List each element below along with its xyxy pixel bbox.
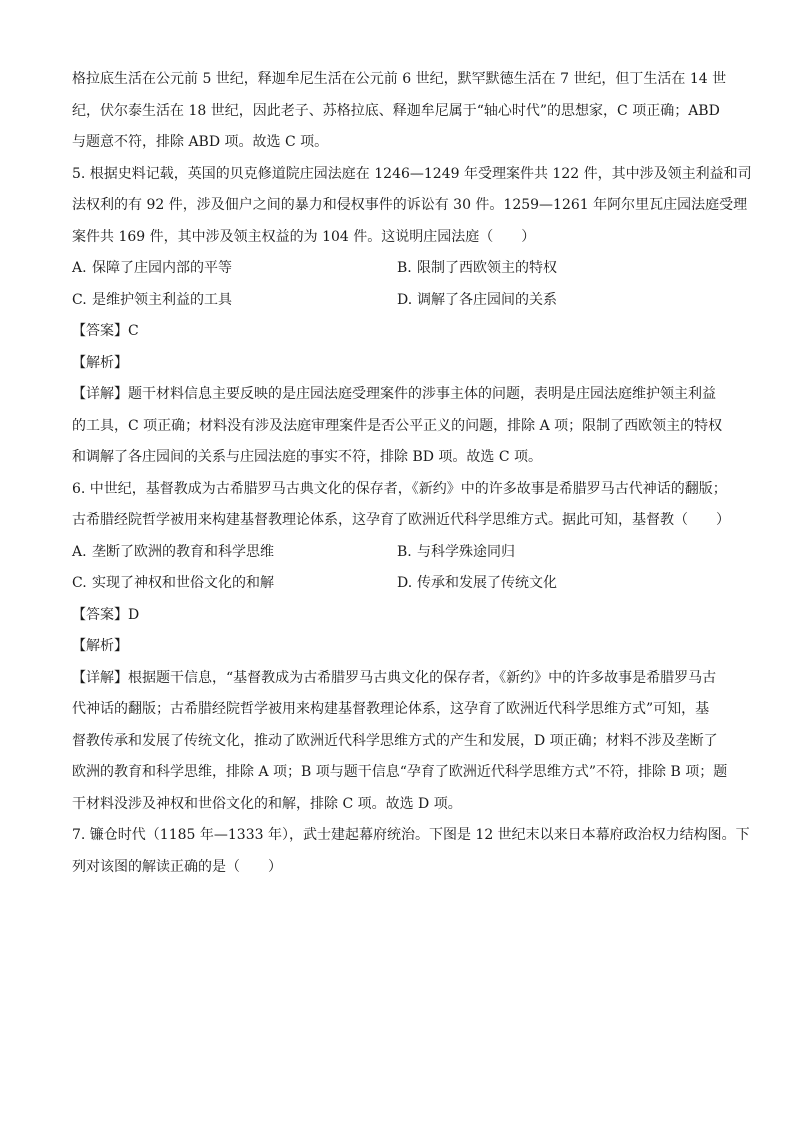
text-line: 与题意不符，排除 ABD 项。故选 C 项。 [72, 134, 329, 150]
options-row [72, 285, 724, 317]
option-text: 与科学殊途同归 [417, 543, 515, 560]
detail-line: 的工具，C 项正确；材料没有涉及法庭审理案件是否公平正义的问题，排除 A 项；限制了西欧领主的特权 [72, 417, 723, 434]
question-stem-line: 古希腊经院哲学被用来构建基督教理论体系，这孕育了欧洲近代科学思维方式。据此可知，基督教（ ） [72, 512, 730, 528]
option-letter: C. [72, 291, 87, 308]
option-d [397, 285, 722, 317]
answer-value: C [128, 323, 139, 339]
option-letter: D. [397, 575, 413, 591]
detail-line: 督教传承和发展了传统文化，推动了欧洲近代科学思维方式的产生和发展，D 项正确；材料不涉及垄断了 [72, 732, 718, 749]
option-letter: D. [397, 291, 413, 308]
detail-line: 和调解了各庄园间的关系与庄园法庭的事实不符，排除 BD 项。故选 C 项。 [72, 449, 543, 465]
question-7 [72, 820, 750, 883]
question-stem-line: 6. 中世纪，基督教成为古希腊罗马古典文化的保存者，《新约》中的许多故事是希腊罗马古代神话的翻版； [72, 480, 727, 497]
detail-line: 干材料没涉及神权和世俗文化的和解，排除 C 项。故选 D 项。 [72, 795, 462, 812]
option-text: 垄断了欧洲的教育和科学思维 [92, 543, 274, 560]
question-6 [72, 474, 730, 821]
option-letter: B. [397, 543, 412, 560]
question-stem-line: 列对该图的解读正确的是（ ） [72, 858, 282, 875]
options-row [72, 568, 724, 600]
detail-line: 【详解】根据题干信息，“基督教成为古希腊罗马古典文化的保存者，《新约》中的许多故事是希腊罗马古 [72, 669, 717, 686]
option-b [397, 537, 722, 569]
option-a [72, 537, 397, 569]
option-text: 是维护领主利益的工具 [92, 291, 232, 308]
answer-label: 【答案】 [72, 323, 128, 339]
question-stem-line: 7. 镰仓时代（1185 年—1333 年），武士建起幕府统治。下图是 12 世纪末以来日本幕府政治权力结构图。下 [72, 827, 750, 843]
option-text: 保障了庄园内部的平等 [92, 260, 232, 276]
document-page [72, 64, 752, 883]
text-line: 纪，伏尔泰生活在 18 世纪，因此老子、苏格拉底、释迦牟尼属于“轴心时代”的思想家，C 项正确；ABD [72, 102, 720, 119]
detail-line: 代神话的翻版；古希腊经院哲学被用来构建基督教理论体系，这孕育了欧洲近代科学思维方式”可知，基 [72, 701, 710, 717]
options-row [72, 253, 724, 285]
answer-line [72, 600, 724, 632]
answer-line [72, 316, 724, 348]
option-text: 实现了神权和世俗文化的和解 [92, 575, 274, 591]
option-c [72, 285, 397, 317]
question-stem-line: 法权利的有 92 件，涉及佃户之间的暴力和侵权事件的诉讼有 30 件。1259—1261 年阿尔里瓦庄园法庭受理 [72, 197, 748, 213]
answer-label: 【答案】 [72, 606, 128, 623]
option-text: 调解了各庄园间的关系 [417, 291, 557, 308]
answer-value: D [128, 606, 140, 623]
option-text: 限制了西欧领主的特权 [417, 260, 557, 276]
analysis-label: 【解析】 [72, 638, 128, 654]
analysis-label: 【解析】 [72, 354, 128, 371]
option-a [72, 253, 397, 285]
detail-line: 【详解】题干材料信息主要反映的是庄园法庭受理案件的涉事主体的问题，表明是庄园法庭维护领主利益 [72, 386, 716, 402]
option-c [72, 568, 397, 600]
question-stem-line: 案件共 169 件，其中涉及领主权益的为 104 件。这说明庄园法庭（ ） [72, 228, 536, 245]
option-letter: A. [72, 260, 87, 276]
question-stem-line: 5. 根据史料记载，英国的贝克修道院庄园法庭在 1246—1249 年受理案件共 122 件，其中涉及领主利益和司 [72, 165, 752, 182]
option-text: 传承和发展了传统文化 [417, 575, 557, 591]
previous-explanation [72, 64, 727, 159]
option-letter: C. [72, 575, 87, 591]
option-d [397, 568, 722, 600]
option-b [397, 253, 722, 285]
question-5 [72, 159, 752, 474]
detail-line: 欧洲的教育和科学思维，排除 A 项；B 项与题干信息“孕育了欧洲近代科学思维方式”不符，排除 B 项；题 [72, 764, 728, 780]
text-line: 格拉底生活在公元前 5 世纪，释迦牟尼生活在公元前 6 世纪，默罕默德生活在 7 世纪，但丁生活在 14 世 [72, 71, 727, 87]
option-letter: B. [397, 260, 412, 276]
options-row [72, 537, 724, 569]
option-letter: A. [72, 543, 87, 560]
